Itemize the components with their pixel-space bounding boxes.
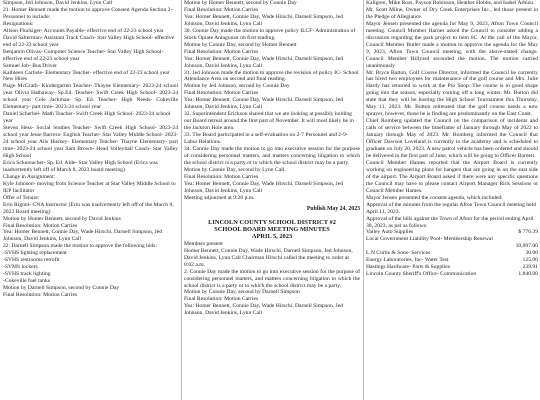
text-line: Final Resolution: Motion Carries [184, 6, 259, 13]
text-line: Approval of the minutes from the regular Afton Town Council meeting held April 11, 2023. [366, 201, 536, 215]
bill-row [366, 229, 538, 236]
text-line: Yea: Homer Bennett, Connie Day, Wade Hirschi, Darnell Simpson, Jed Johnson, David Jenkins, Lynn Call [3, 229, 162, 243]
column-divider [181, 0, 182, 400]
text-line: 30. Connie Day made the motion to approve policy ILCF- Administration of Stock Opiate Antagonist on first reading. [184, 27, 356, 41]
text-line: Erica Schumacher- Sp. Ed. Aide- Star Valley High School (Erica was inadvertently left off of March 8, 2023 board meeting) [3, 159, 158, 173]
text-line: 33. The Board participated in a self-evaluation on 2-7 Personnel and 2-9- Labor Relations. [184, 132, 348, 146]
text-line: Meeting adjourned at 9:20 p.m. [184, 194, 255, 201]
text-line: Final Resolution: Motion Carries [3, 292, 78, 299]
text-line: -SVHS restrooms retrofit [3, 257, 60, 264]
text-line: Approval of the bills against the Town of Afton for the period ending April 30, 2023, as per as follows: [366, 215, 534, 229]
bill-name: Energy Laboratories, Inc- Water Test [366, 257, 449, 264]
text-line: -SVHS lighting replacement [3, 250, 67, 257]
text-line: 22. Darnell Simpson made the motion to approve the following bids: [3, 243, 157, 250]
bill-amount: 10,097.00 [515, 243, 538, 250]
text-line: Members present [184, 240, 223, 247]
text-line: Kathleen Carlisle- Elementary Teacher- effective end of 22-23 school year [3, 69, 170, 76]
notice-heading-date: APRIL 5, 2023 [251, 233, 293, 241]
text-line: Motion by Connie Day, second by Darnell Simpson [184, 289, 300, 296]
text-line: Kallgren, Mike Ross, Payson Robinson, Heather Hobbs, and Isabel Arbizu. [366, 0, 535, 6]
text-line: Motion by Jed Johnson, second by Connie Day [184, 83, 290, 90]
text-line: 32. Superintendent Erickson shared that we are looking at possibly holding our Board retreat around the first part of November. It will most likely be in the Jackson Hole area. [184, 111, 354, 132]
text-line: Chief Romberg updated the Council on the comparison of incidents and calls of service between the timeframe of January through May of 2022 to January through May of 2023. Mr. Romberg informed the Council that Officer Dawson Loveland is currently in the academy and is scheduled to graduate on July 20, 2023. A new patrol vehicle has been ordered and should be delivered in the first part of June, which will be going to Officer Barnett. [366, 118, 538, 159]
text-line: Final Resolution: Motion Carries [184, 48, 259, 55]
text-line: Benjamin Olivas- Computer Science Teacher- Star Valley High School- effective end of 22-23 school year [3, 48, 164, 62]
text-line: Mayor Jensen presented the consent agenda, which included: [366, 194, 503, 201]
bill-row [366, 243, 538, 250]
bill-name: Valley Auto Supplies [366, 229, 414, 236]
bill-row [366, 236, 538, 243]
text-line: David Salterman- Assistant Track Coach- Star Valley High School- effective end of 22-23 school year [3, 34, 175, 48]
bill-row [366, 250, 538, 257]
text-line: Final Resolution: Motion Carries [184, 173, 259, 180]
text-line: Motion by Homer Bennett, second by David Jenkins [3, 215, 121, 222]
text-line: New Hires [3, 76, 28, 83]
text-line: 21. Homer Bennett made the motion to approve Consent Agenda Section 2- Personnel to include: [3, 6, 173, 20]
text-line: Simpson, Jed Johnson, David Jenkins, Lynn Call [3, 0, 113, 6]
text-line: -SVMS lockers [3, 264, 38, 271]
text-line: 31. Jed Johnson made the motion to approve the revision of policy IC- School Attendance Area on second and final reading. [184, 69, 359, 83]
text-line: Mr. Bryce Button, Golf Course Director, informed the Council he currently has hired two employees for maintenance of the golf course and Mrs. Julie Hardy has returned to work at the Pro Shop. The course is in good shape going into the season, especially coming off a long winter. Mr. Button did state that they will be hosting the High School Tournament this Thursday, May 11, 2023. Mr. Button reiterated that the golf course needs a new sprayer, however, those he is finding are predominantly on the East Coast. [366, 69, 538, 118]
bill-name: L.N Curtis & Sons- Services [366, 250, 431, 257]
text-line: Kyle Johnson- moving from Science Teacher at Star Valley Middle School to IEP facilitator [3, 180, 176, 194]
text-line: -SVHS track lighting [3, 271, 51, 278]
text-line: 34. Connie Day made the motion to go into executive session for the purpose of considering personnel matters, and matters concerning litigation to which the school district is a party or to which the school district may be a party. [184, 146, 360, 166]
text-line: Yea: Homer Bennett, Connie Day, Wade Hirschi, Darnell Simpson, Jed Johnson, David Jenkins, Lynn Call [184, 303, 343, 317]
text-line: Mayor Jensen presented the agenda for May 9, 2023, Afton Town Council meeting. Council Member Harnes asked the Council to consider adding a discussion regarding the park project to item 6C. At the call of the Mayor, Council Member Butler made a motion to approve the agenda for the May 9, 2023, Afton Town Council meeting, with the above-stated change. Council Member Hillyard seconded the motion. The motion carried unanimously. [366, 20, 538, 69]
text-line: Motion by Homer Bennett, second by Connie Day [184, 0, 297, 6]
text-line: Council Member Hames reported that the Airport Board is currently working on engineering plans for hangers that are going in on the east side of the airport. The Airport Board asked if there were any specific questions the Council may have to please contact Airport Manager Rick Sessions or Council Member Hames. [366, 159, 538, 194]
text-line: Yea: Homer Bennett, Connie Day, Wade Hirschi, Darnell Simpson, Jed Johnson, David Jenkins, Lynn Call [184, 13, 343, 27]
column-3 [366, 0, 538, 400]
text-line: Mr. Scott Milne, Owner of Dry Creek Enterprises Inc., led those present in the Pledge of Allegiance. [366, 6, 538, 20]
text-line: Daniel Scherbel- Math Teacher- Swift Creek High School- 2023-24 school year [3, 111, 171, 125]
text-line: Yea: Homer Bennett, Connie Day, Wade Hirschi, Darnell Simpson, Jed Johnson, David Jenkins, Lynn Call [184, 97, 343, 111]
bill-amount: 30.00 [525, 250, 538, 257]
bill-row [366, 257, 538, 264]
notice-heading-title: SCHOOL BOARD MEETING MINUTES [214, 226, 330, 233]
text-line: Alison Fluckiger- Accounts Payable- effective end of 22-23 school year [3, 27, 164, 34]
text-line: Final Resolution: Motion Carries [184, 296, 259, 303]
notice-heading-district: LINCOLN COUNTY SCHOOL DISTRICT #2 [208, 218, 336, 226]
text-line: Resignations: [3, 20, 34, 27]
bill-amount: $ 776.39 [518, 229, 538, 236]
text-line: Final Resolution: Motion Carries [3, 222, 78, 229]
text-line: Samuel Job- Bus Driver [3, 62, 57, 69]
bill-amount: 1,840.00 [518, 271, 538, 278]
text-line: Final Resolution: Motion Carries [184, 90, 259, 97]
bill-name: Hastings Hardware- Parts & Supplies [366, 264, 450, 271]
text-line: Yea: Homer Bennett, Connie Day, Wade Hirschi, Darnell Simpson, Jed Johnson, David Jenkins, Lynn Call [184, 55, 343, 69]
bill-name: Local Government Liability Pool- Membership Renewal [366, 236, 493, 243]
text-line: Offer of Tenure: [3, 194, 40, 201]
text-line: Homer Bennett, Connie Day, Wade Hirschi, Darnell Simpson, Jed Johnson, David Jenkins, Lynn Call Chairman Hirschi called the meeting to order at 8:02 a.m. [184, 247, 353, 268]
text-line: Yea: Homer Bennett, Connie Day, Wade Hirschi, Darnell Simpson, Jed Johnson, David Jenkins, Lynn Call [184, 180, 343, 194]
publish-date: Publish May 24, 2023 [306, 205, 360, 212]
bill-row [366, 271, 538, 278]
text-line: Motion by Darnell Simpson, second by Connie Day [3, 285, 120, 292]
column-2 [184, 0, 360, 400]
column-divider [363, 0, 364, 400]
text-line: Paige McGrath- Kindergarten Teacher- Thayne Elementary- 2023-24 school year Olivia Hathaway- Sp.Ed. Teacher- Swift Creek High School- 2023-24 school year Cole Jackman- Sp. Ed. Teacher- High Needs- Cokeville Elementary- part time- 2023-24 school year [3, 83, 178, 111]
text-line: Change in Assignment: [3, 173, 56, 180]
bill-amount: 239.91 [522, 264, 538, 271]
bill-amount: 125.00 [522, 257, 538, 264]
bill-name: Lincoln County Sheriff's Office- Communication [366, 271, 477, 278]
column-1 [3, 0, 178, 400]
text-line: Motion by Connie Day, second by Homer Bennett [184, 41, 297, 48]
text-line: Motion by Connie Day, second by Lynn Call. [184, 166, 286, 173]
text-line: Steven Hess- Social Studies Teacher- Swift Creek High School- 2023-24 school year Jesse Barrera- English Teacher- Star Valley Middle School- 2023-24 school year Alis Huskey- Elementary Teacher- Thayne Elementary- part time- 2023-24 school year Sam Brown- Head Volleyball Coach- Star Valley High School [3, 125, 178, 159]
text-line: Erin Rigoni- CNA Instructor (Erin was inadvertently left off of the March 8, 2023 Board meeting) [3, 201, 174, 215]
text-line: 2. Connie Day made the motion to go into executive session for the purpose of considering personnel matters, and matters concerning litigation to which the school district is a party or to which the school district may be a party. [184, 268, 360, 289]
text-line: -Cokeville fuel tanks [3, 278, 50, 285]
